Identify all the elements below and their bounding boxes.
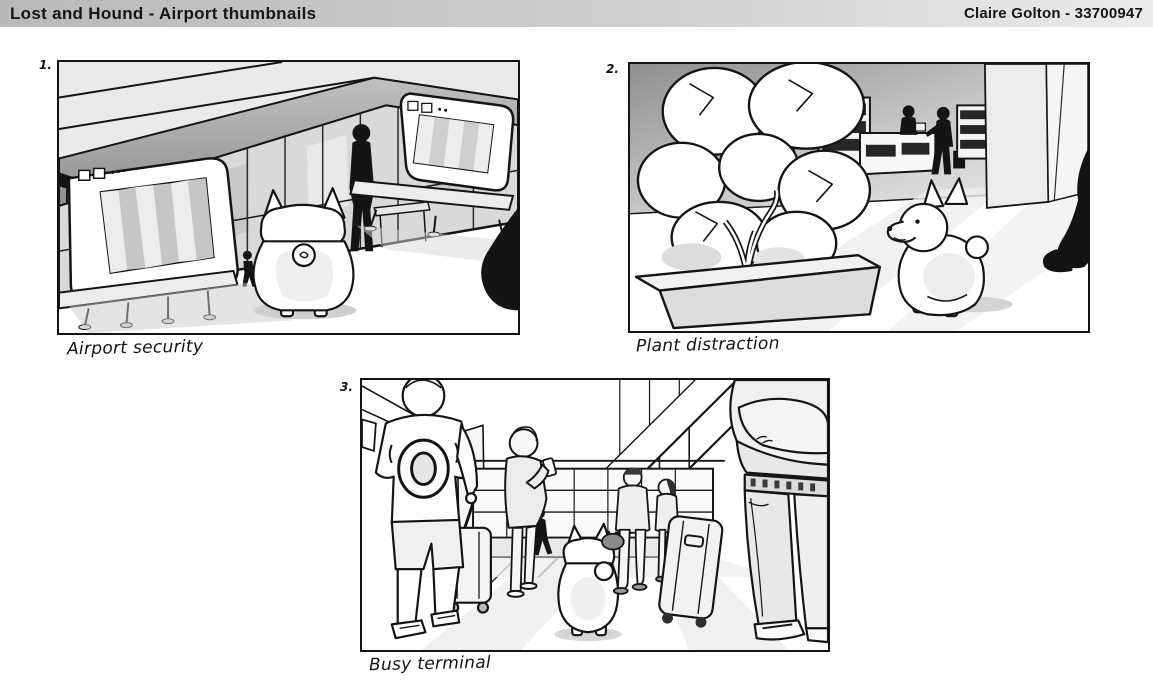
busy-terminal-sketch <box>362 380 828 650</box>
title-bar <box>0 0 1153 27</box>
panel-2-caption: Plant distraction <box>635 333 780 357</box>
panel-3-caption: Busy terminal <box>368 652 492 676</box>
plant-distraction-sketch <box>630 64 1088 331</box>
panel-1-number: 1. <box>39 58 52 72</box>
panel-3-number: 3. <box>340 380 353 394</box>
airport-security-sketch <box>59 62 518 333</box>
corgi-rear-view <box>253 188 356 319</box>
sheet-title: Lost and Hound - Airport thumbnails <box>10 3 317 23</box>
panel-2-plant-distraction <box>628 62 1090 333</box>
plant-sculpture <box>636 64 880 328</box>
author-credit: Claire Golton - 33700947 <box>963 5 1143 22</box>
edge-arm-fragment <box>362 419 376 451</box>
panel-2-number: 2. <box>606 62 619 76</box>
right-wall <box>985 64 1088 208</box>
panel-1-airport-security <box>57 60 520 335</box>
panel-1-caption: Airport security <box>66 336 204 360</box>
panel-3-busy-terminal <box>360 378 830 652</box>
